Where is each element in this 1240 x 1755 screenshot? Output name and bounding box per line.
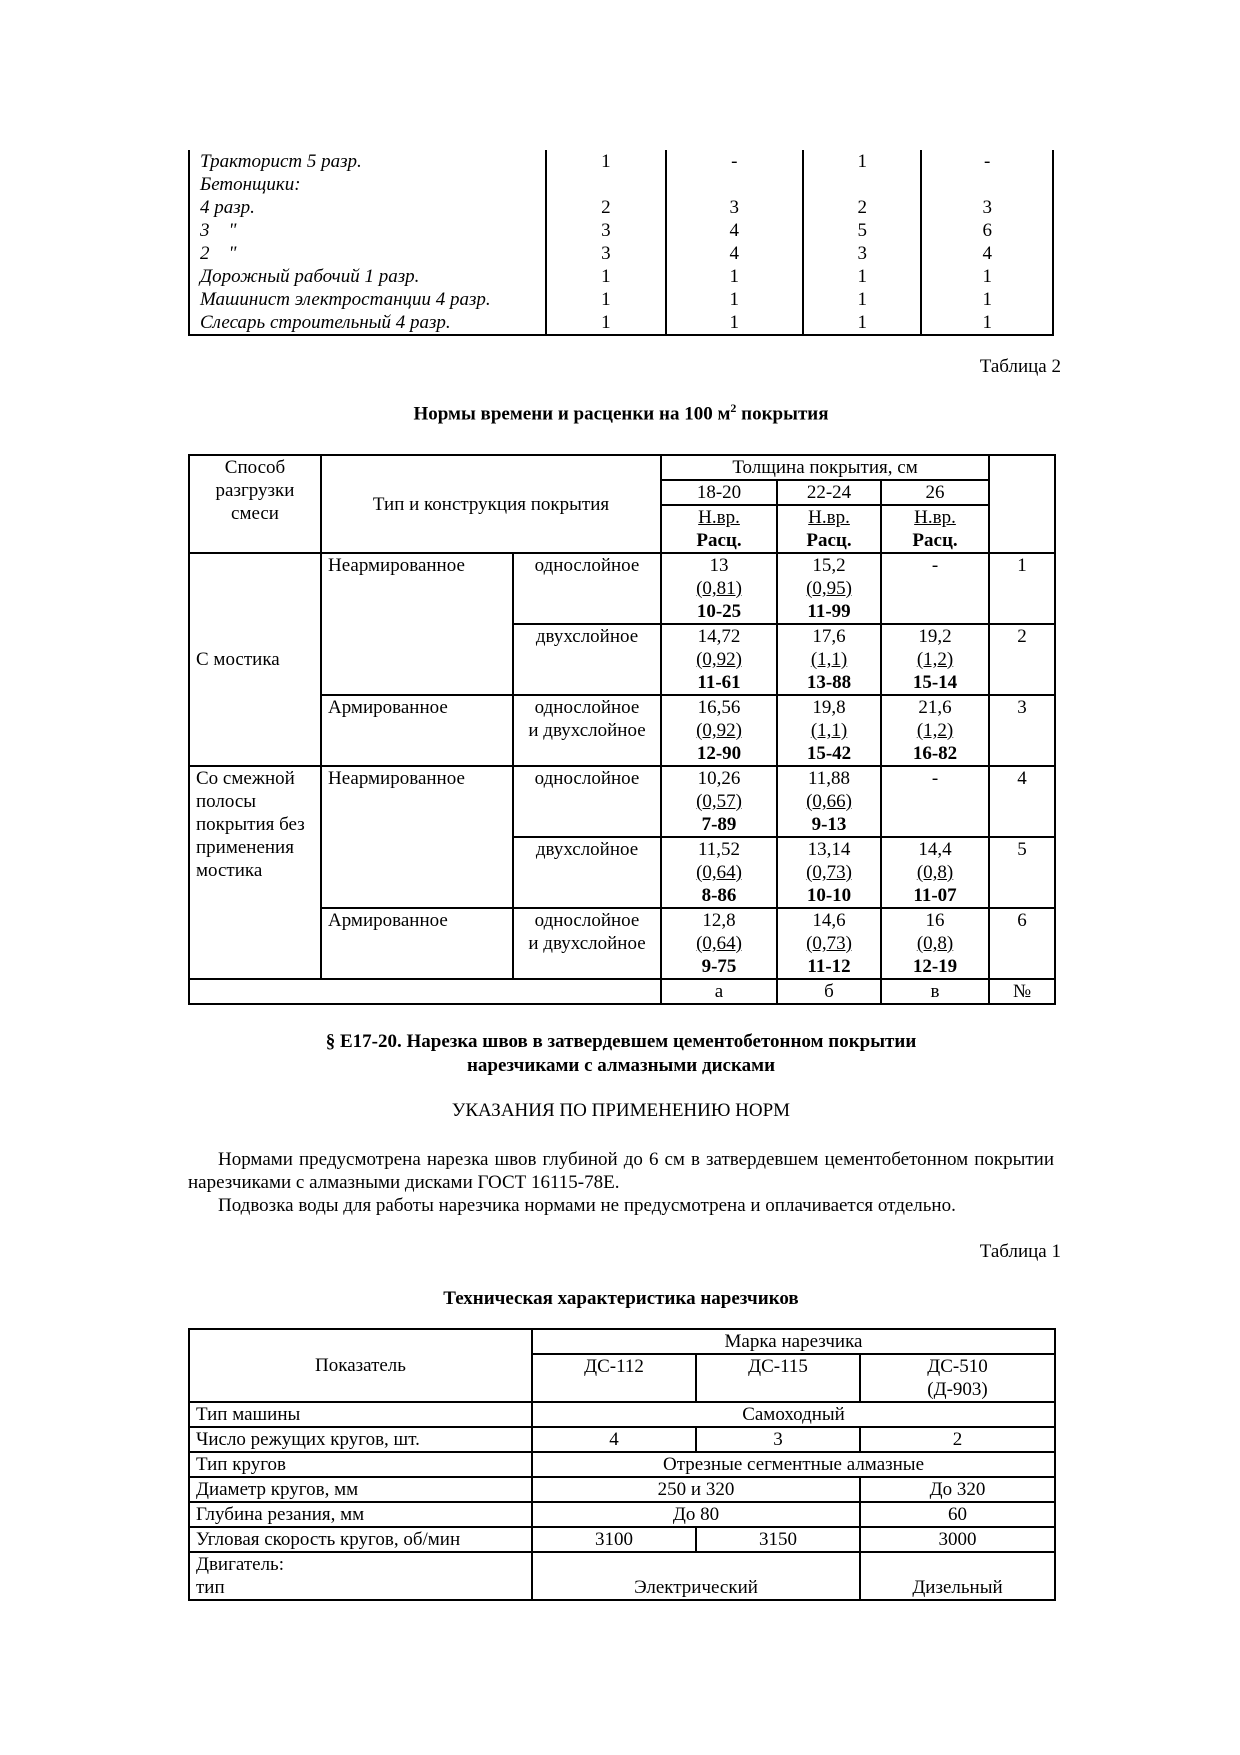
tech-table	[188, 1328, 1056, 1601]
norm-price: 11-99	[807, 601, 851, 622]
crew-role: 4 разр.	[189, 196, 546, 219]
row-value: 3150	[696, 1527, 860, 1552]
header-units-c	[881, 505, 989, 553]
norm-value: 13	[709, 555, 729, 576]
layers-both-line2: и двухслойное	[528, 933, 646, 954]
norm-value: -	[931, 555, 939, 576]
norm-value: 13,14	[807, 839, 851, 860]
table-row	[189, 1477, 1055, 1502]
table-row	[189, 1527, 1055, 1552]
value-cell	[881, 766, 989, 837]
row-label: Тип машины	[189, 1402, 532, 1427]
row-label	[189, 1552, 532, 1600]
table-row	[189, 242, 1053, 265]
header-number	[989, 455, 1055, 553]
footer-empty	[189, 979, 661, 1004]
crew-count	[803, 173, 921, 196]
crew-count: 1	[666, 288, 804, 311]
value-cell	[881, 837, 989, 908]
row-value: 60	[860, 1502, 1055, 1527]
norm-time: (0,8)	[916, 933, 954, 954]
type-reinforced: Армированное	[321, 908, 513, 979]
norm-time: (0,73)	[806, 862, 852, 883]
table2-label: Таблица 2	[979, 356, 1061, 377]
row-label: Угловая скорость кругов, об/мин	[189, 1527, 532, 1552]
row-value: 3	[696, 1427, 860, 1452]
instructions-text	[188, 1148, 1054, 1217]
table-row	[189, 1452, 1055, 1477]
norm-value: 10,26	[697, 768, 741, 789]
crew-count: -	[666, 150, 804, 173]
table3-title: Техническая характеристика нарезчиков	[443, 1288, 799, 1309]
value-cell	[661, 695, 777, 766]
crew-count: 3	[546, 219, 665, 242]
row-value: До 80	[532, 1502, 860, 1527]
value-cell	[661, 908, 777, 979]
layers-double: двухслойное	[513, 837, 661, 908]
header-type: Тип и конструкция покрытия	[321, 455, 661, 553]
layers-both-line2: и двухслойное	[528, 720, 646, 741]
header-rasc: Расц.	[912, 530, 958, 551]
norm-time: (0,66)	[806, 791, 852, 812]
norm-price: 12-90	[696, 743, 742, 764]
brand-3-sub: (Д-903)	[927, 1379, 988, 1400]
table-row	[189, 553, 1055, 624]
crew-count: 1	[666, 265, 804, 288]
row-value: 3100	[532, 1527, 696, 1552]
header-col-c: 26	[881, 480, 989, 505]
norm-price: 10-10	[806, 885, 852, 906]
table3-label: Таблица 1	[979, 1241, 1061, 1262]
crew-count: 4	[666, 219, 804, 242]
value-cell	[777, 695, 881, 766]
norm-price: 9-75	[701, 956, 737, 977]
crew-count: 1	[803, 265, 921, 288]
norm-value: 17,6	[812, 626, 846, 647]
layers-both-line1: однослойное	[534, 910, 640, 931]
norm-price: 12-19	[912, 956, 958, 977]
crew-count: 1	[546, 150, 665, 173]
norm-value: -	[931, 768, 939, 789]
norm-value: 14,6	[812, 910, 846, 931]
section-title	[188, 1030, 1054, 1078]
crew-role: Бетонщики:	[189, 173, 546, 196]
row-value: 2	[860, 1427, 1055, 1452]
norm-time: (0,73)	[806, 933, 852, 954]
table-row	[189, 1502, 1055, 1527]
norm-time: (0,64)	[696, 862, 742, 883]
crew-role: Машинист электростанции 4 разр.	[189, 288, 546, 311]
table-row	[189, 173, 1053, 196]
norm-value: 16	[925, 910, 945, 931]
brand-3	[860, 1354, 1055, 1402]
value-cell	[777, 766, 881, 837]
row-label: Глубина резания, мм	[189, 1502, 532, 1527]
table-row	[189, 196, 1053, 219]
norm-time: (1,2)	[916, 720, 954, 741]
row-value: Электрический	[532, 1552, 860, 1600]
footer-a: а	[661, 979, 777, 1004]
row-value: 4	[532, 1427, 696, 1452]
value-cell	[881, 908, 989, 979]
layers-double: двухслойное	[513, 624, 661, 695]
crew-role: Слесарь строительный 4 разр.	[189, 311, 546, 335]
norm-price: 7-89	[701, 814, 737, 835]
table-row	[189, 1427, 1055, 1452]
section-subtitle: УКАЗАНИЯ ПО ПРИМЕНЕНИЮ НОРМ	[451, 1100, 791, 1121]
header-method: Способ разгрузки смеси	[189, 455, 321, 553]
crew-count: 1	[546, 311, 665, 335]
norm-time: (0,95)	[806, 578, 852, 599]
table-row	[189, 288, 1053, 311]
layers-single: однослойное	[513, 766, 661, 837]
crew-count: 6	[921, 219, 1053, 242]
value-cell	[777, 837, 881, 908]
table-footer-row	[189, 979, 1055, 1004]
crew-count: 1	[921, 288, 1053, 311]
type-nonreinforced: Неармированное	[321, 553, 513, 695]
header-col-b: 22-24	[777, 480, 881, 505]
norm-time: (0,8)	[916, 862, 954, 883]
engine-label: Двигатель:	[196, 1554, 284, 1575]
crew-count	[546, 173, 665, 196]
type-reinforced: Армированное	[321, 695, 513, 766]
header-nvr: Н.вр.	[808, 507, 850, 528]
crew-count: -	[921, 150, 1053, 173]
norm-time: (0,92)	[696, 649, 742, 670]
section-title-line2: нарезчиками с алмазными дисками	[466, 1055, 776, 1076]
norm-time: (0,92)	[696, 720, 742, 741]
header-rasc: Расц.	[696, 530, 742, 551]
crew-role: 2 "	[189, 242, 546, 265]
norm-value: 19,2	[918, 626, 952, 647]
crew-table-body	[189, 150, 1053, 335]
method-bridge: С мостика	[189, 553, 321, 766]
header-nvr: Н.вр.	[698, 507, 740, 528]
norm-time: (1,1)	[810, 649, 848, 670]
brand-2: ДС-115	[696, 1354, 860, 1402]
crew-count: 2	[546, 196, 665, 219]
row-number: 5	[989, 837, 1055, 908]
footer-c: в	[881, 979, 989, 1004]
crew-count: 5	[803, 219, 921, 242]
crew-table	[188, 150, 1054, 336]
header-indicator: Показатель	[189, 1329, 532, 1402]
table-row	[189, 1402, 1055, 1427]
norm-price: 10-25	[696, 601, 742, 622]
table2-title-text: Нормы времени и расценки на 100 м	[413, 403, 731, 425]
norm-price: 9-13	[811, 814, 847, 835]
row-number: 4	[989, 766, 1055, 837]
norm-value: 14,4	[918, 839, 952, 860]
row-value: Самоходный	[532, 1402, 1055, 1427]
table2-title-end: покрытия	[736, 403, 829, 425]
layers-single: однослойное	[513, 553, 661, 624]
row-number: 2	[989, 624, 1055, 695]
section-title-line1: § Е17-20. Нарезка швов в затвердевшем цементобетонном покрытии	[325, 1031, 917, 1052]
crew-count: 1	[803, 288, 921, 311]
row-value: 250 и 320	[532, 1477, 860, 1502]
norm-value: 11,52	[697, 839, 741, 860]
norm-time: (0,57)	[696, 791, 742, 812]
paragraph: Нормами предусмотрена нарезка швов глубиной до 6 см в затвердевшем цементобетонном покрытии нарезчиками с алмазными дисками ГОСТ 16115-78Е.	[188, 1149, 1054, 1193]
value-cell	[881, 624, 989, 695]
crew-count: 4	[921, 242, 1053, 265]
layers-both-line1: однослойное	[534, 697, 640, 718]
row-number: 1	[989, 553, 1055, 624]
footer-no: №	[989, 979, 1055, 1004]
norm-time: (1,1)	[810, 720, 848, 741]
crew-count: 1	[803, 311, 921, 335]
footer-b: б	[777, 979, 881, 1004]
norms-table	[188, 454, 1056, 1005]
table2-title	[188, 401, 1054, 425]
norm-time: (1,2)	[916, 649, 954, 670]
layers-both	[513, 908, 661, 979]
value-cell	[661, 766, 777, 837]
paragraph: Подвозка воды для работы нарезчика нормами не предусмотрена и оплачивается отдельно.	[218, 1195, 956, 1216]
norm-price: 15-14	[912, 672, 958, 693]
norm-value: 15,2	[812, 555, 846, 576]
row-value: 3000	[860, 1527, 1055, 1552]
norm-time: (0,64)	[696, 933, 742, 954]
header-nvr: Н.вр.	[914, 507, 956, 528]
norm-value: 19,8	[812, 697, 846, 718]
row-value: До 320	[860, 1477, 1055, 1502]
value-cell	[661, 553, 777, 624]
norm-price: 15-42	[806, 743, 852, 764]
crew-count: 4	[666, 242, 804, 265]
norm-value: 16,56	[697, 697, 741, 718]
header-rasc: Расц.	[806, 530, 852, 551]
norm-value: 11,88	[807, 768, 851, 789]
norm-price: 11-07	[913, 885, 957, 906]
row-number: 3	[989, 695, 1055, 766]
type-nonreinforced: Неармированное	[321, 766, 513, 908]
crew-role: Дорожный рабочий 1 разр.	[189, 265, 546, 288]
table-row	[189, 219, 1053, 242]
value-cell	[777, 908, 881, 979]
norm-value: 14,72	[697, 626, 741, 647]
value-cell	[881, 695, 989, 766]
norm-value: 21,6	[918, 697, 952, 718]
norm-price: 13-88	[806, 672, 852, 693]
crew-count: 3	[803, 242, 921, 265]
method-adjacent: Со смежной полосы покрытия без применения мостика	[189, 766, 321, 979]
value-cell	[777, 624, 881, 695]
layers-both	[513, 695, 661, 766]
crew-count: 1	[803, 150, 921, 173]
norm-price: 11-61	[697, 672, 741, 693]
crew-count: 2	[803, 196, 921, 219]
crew-role: Тракторист 5 разр.	[189, 150, 546, 173]
table-row	[189, 766, 1055, 837]
norm-price: 11-12	[807, 956, 851, 977]
row-label: Число режущих кругов, шт.	[189, 1427, 532, 1452]
norm-price: 8-86	[701, 885, 737, 906]
crew-count: 3	[546, 242, 665, 265]
row-label: Тип кругов	[189, 1452, 532, 1477]
table-row	[189, 150, 1053, 173]
brand-3-name: ДС-510	[927, 1356, 988, 1377]
value-cell	[661, 837, 777, 908]
crew-count: 1	[546, 265, 665, 288]
value-cell	[661, 624, 777, 695]
row-value: Дизельный	[860, 1552, 1055, 1600]
row-number: 6	[989, 908, 1055, 979]
header-units-b	[777, 505, 881, 553]
crew-role: 3 "	[189, 219, 546, 242]
row-label: Диаметр кругов, мм	[189, 1477, 532, 1502]
norm-value: 12,8	[702, 910, 736, 931]
table-row	[189, 265, 1053, 288]
crew-count: 1	[546, 288, 665, 311]
crew-count: 1	[921, 265, 1053, 288]
header-thickness: Толщина покрытия, см	[661, 455, 989, 480]
value-cell	[777, 553, 881, 624]
crew-count	[666, 173, 804, 196]
table-row	[189, 311, 1053, 335]
crew-count: 3	[666, 196, 804, 219]
value-cell	[881, 553, 989, 624]
crew-count: 3	[921, 196, 1053, 219]
brand-1: ДС-112	[532, 1354, 696, 1402]
header-col-a: 18-20	[661, 480, 777, 505]
header-brand: Марка нарезчика	[532, 1329, 1055, 1354]
engine-type-label: тип	[196, 1577, 225, 1598]
crew-count: 1	[666, 311, 804, 335]
crew-count: 1	[921, 311, 1053, 335]
row-value: Отрезные сегментные алмазные	[532, 1452, 1055, 1477]
table-row	[189, 1552, 1055, 1600]
crew-count	[921, 173, 1053, 196]
norm-price: 16-82	[912, 743, 958, 764]
header-units-a	[661, 505, 777, 553]
norm-time: (0,81)	[696, 578, 742, 599]
table2-title-sup: 2	[730, 401, 737, 415]
